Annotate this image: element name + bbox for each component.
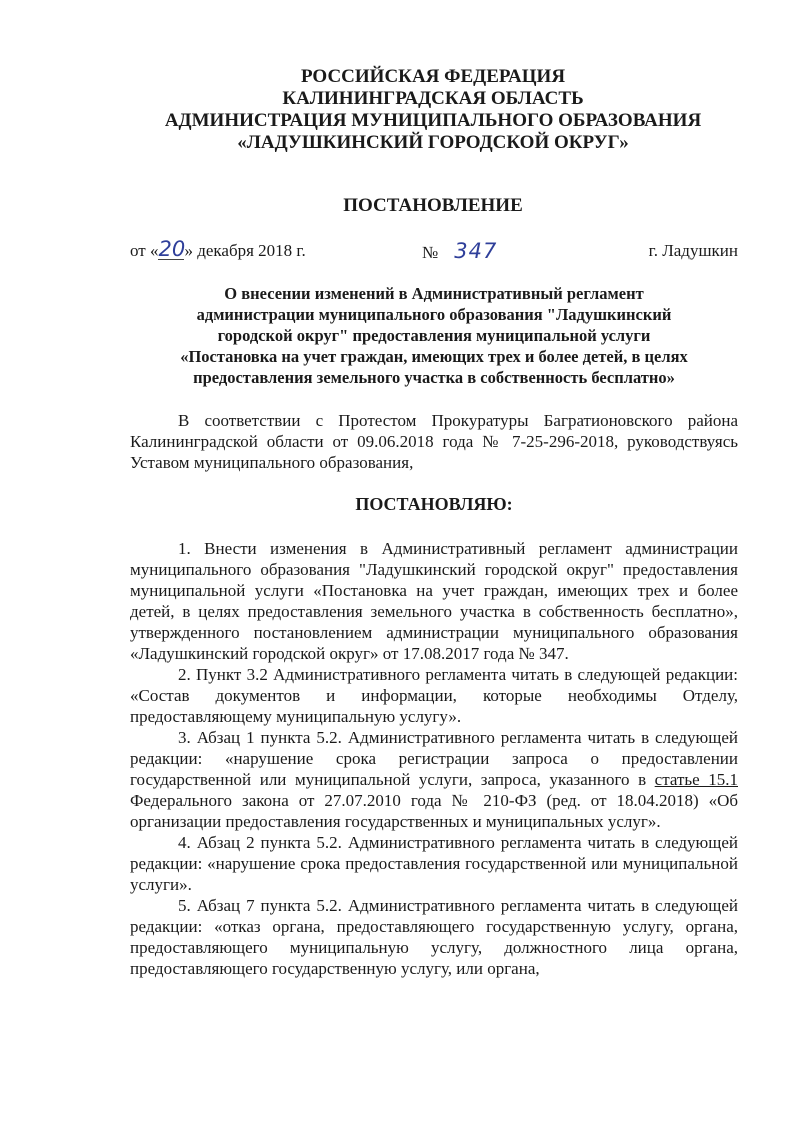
decree-heading: ПОСТАНОВЛЯЮ:: [355, 494, 513, 514]
title-line: О внесении изменений в Административный регламент: [224, 284, 644, 303]
meta-row: [130, 238, 738, 264]
document-number: [422, 238, 497, 266]
preamble: [130, 410, 738, 473]
item-3-text-end: Федерального закона от 27.07.2010 года № 210-ФЗ (ред. от 18.04.2018) «Об организации предоставления государственных и муниципальных услуг».: [130, 791, 738, 831]
law-article-link[interactable]: статье 15.1: [654, 770, 738, 789]
header-municipality: «ЛАДУШКИНСКИЙ ГОРОДСКОЙ ОКРУГ»: [237, 132, 629, 153]
document-city: г. Ладушкин: [648, 241, 738, 260]
handwritten-number: 347: [454, 239, 498, 263]
handwritten-day: 20: [158, 237, 186, 261]
title-line: «Постановка на учет граждан, имеющих трех и более детей, в целях: [180, 347, 688, 366]
document-body: [130, 538, 738, 979]
document-title: [130, 283, 738, 388]
date-prefix: от «: [130, 241, 159, 260]
header-region: КАЛИНИНГРАДСКАЯ ОБЛАСТЬ: [282, 88, 584, 109]
item-2: 2. Пункт 3.2 Административного регламента читать в следующей редакции: «Состав документов и информации, которые необходимы Отделу, предоставляющему муниципальную услугу».: [130, 665, 738, 726]
title-line: администрации муниципального образования "Ладушкинский: [196, 305, 672, 324]
date-suffix: » декабря 2018 г.: [184, 241, 306, 260]
item-4: 4. Абзац 2 пункта 5.2. Административного регламента читать в следующей редакции: «нарушение срока предоставления государственной или муниципальной услуги».: [130, 833, 738, 894]
title-line: городской округ" предоставления муниципальной услуги: [217, 326, 651, 345]
header-administration: АДМИНИСТРАЦИЯ МУНИЦИПАЛЬНОГО ОБРАЗОВАНИЯ: [164, 110, 702, 131]
document-type: ПОСТАНОВЛЕНИЕ: [343, 195, 523, 216]
item-5: 5. Абзац 7 пункта 5.2. Административного регламента читать в следующей редакции: «отказ органа, предоставляющего государственную услугу, органа, предоставляющего муниципальную услугу, должностного лица органа, предоставляющего государственную услугу, или органа,: [130, 896, 738, 978]
header-country: РОССИЙСКАЯ ФЕДЕРАЦИЯ: [300, 66, 566, 87]
title-line: предоставления земельного участка в собственность бесплатно»: [193, 368, 675, 387]
header-block: [100, 66, 766, 154]
preamble-text: В соответствии с Протестом Прокуратуры Багратионовского района Калининградской области от 09.06.2018 года № 7-25-296-2018, руководствуясь Уставом муниципального образования,: [130, 411, 738, 472]
item-1: 1. Внести изменения в Административный регламент администрации муниципального образования "Ладушкинский городской округ" предоставления муниципальной услуги «Постановка на учет граждан, имеющих трех и более детей, в целях предоставления земельного участка в собственность бесплатно», утвержденного постановлением администрации муниципального образования «Ладушкинский городской округ» от 17.08.2017 года № 347.: [130, 539, 738, 663]
document-date: [130, 238, 306, 264]
number-label: №: [422, 243, 439, 262]
item-3-text-start: 3. Абзац 1 пункта 5.2. Административного регламента читать в следующей редакции: «нарушение срока регистрации запроса о предоставлении государственной или муниципальной услуги, запроса, указанного в: [130, 728, 738, 789]
item-3: [130, 727, 738, 832]
